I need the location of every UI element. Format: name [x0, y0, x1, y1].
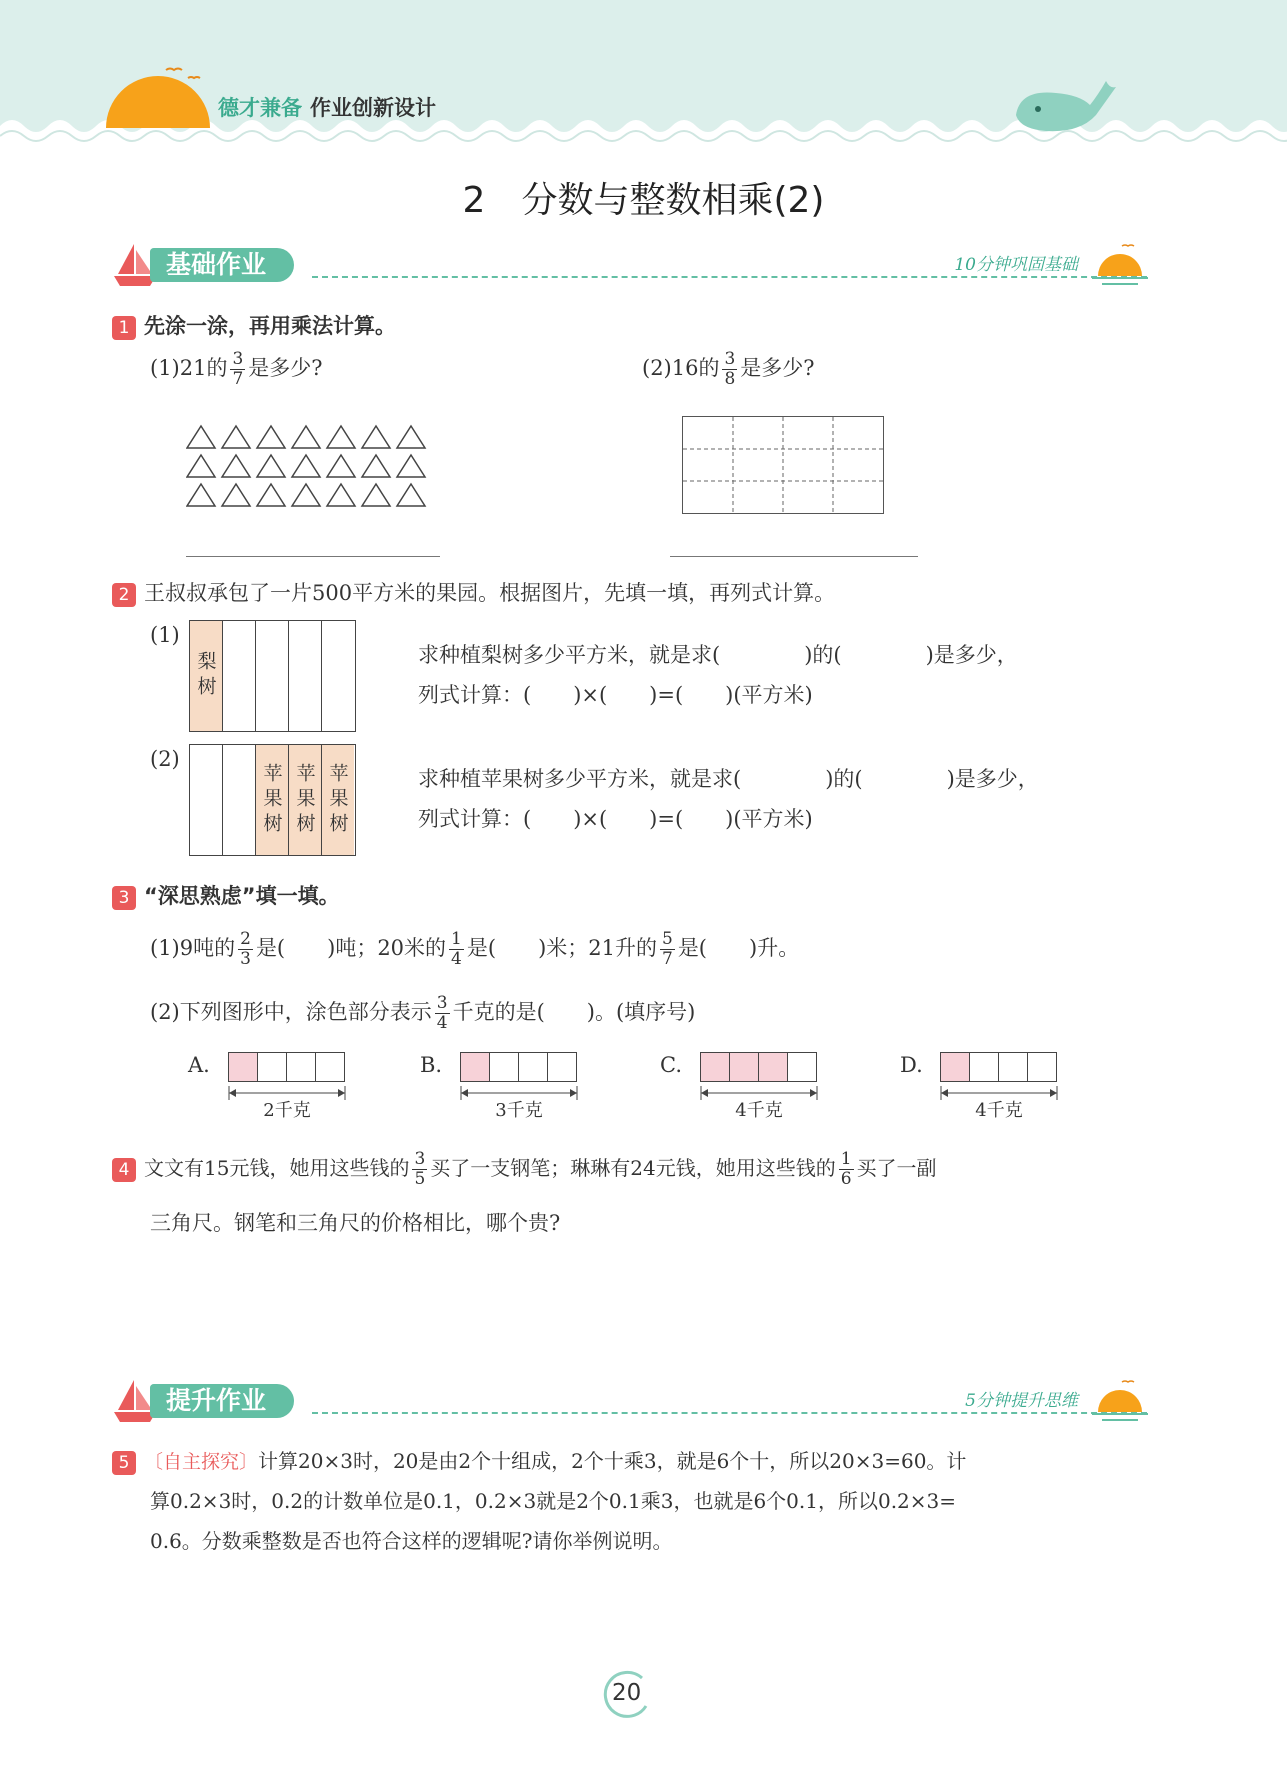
triangle-shape[interactable]: [397, 455, 425, 477]
triangle-shape[interactable]: [327, 455, 355, 477]
triangle-shape[interactable]: [187, 484, 215, 506]
section-divider: [312, 276, 1147, 278]
q3-l2-a: (2)下列图形中，涂色部分表示: [150, 1000, 432, 1024]
page-title: 2 分数与整数相乘(2): [462, 180, 825, 221]
option-letter: A.: [188, 1053, 210, 1077]
q3-l2-b: 千克的是( )。(填序号): [452, 1000, 696, 1024]
q1b-fraction: [722, 350, 737, 389]
q4-frac2-num: 1: [840, 1149, 852, 1169]
triangle-shape[interactable]: [222, 455, 250, 477]
triangle-shape[interactable]: [362, 484, 390, 506]
bar-cell: [287, 1053, 316, 1081]
q3-prompt: [112, 880, 340, 910]
q3-frac1-num: 2: [240, 929, 251, 949]
section-label: 基础作业: [150, 248, 294, 282]
q2-p2-line2: 列式计算：( )×( )=( )(平方米): [418, 807, 813, 831]
section-hint: 10分钟巩固基础: [954, 255, 1078, 275]
triangle-grid[interactable]: [186, 424, 432, 508]
triangle-shape[interactable]: [187, 426, 215, 448]
q3-frac2-num: 1: [451, 929, 462, 949]
q3-frac4: [435, 994, 450, 1033]
triangle-shape[interactable]: [292, 455, 320, 477]
q3-frac2-den: 4: [451, 949, 462, 969]
bar-cell-shaded: [229, 1053, 258, 1081]
q3-line2: [150, 994, 695, 1033]
q1b-post: 是多少?: [740, 356, 815, 380]
q4-frac1-num: 3: [414, 1149, 426, 1169]
q2-prompt: [112, 578, 835, 608]
q1-part1: [150, 350, 323, 389]
q5-number: 5: [112, 1451, 136, 1475]
q4-l1-a: 文文有15元钱，她用这些钱的: [144, 1156, 410, 1180]
apple-tree-cell: 苹果树: [289, 745, 322, 855]
q3-frac1-den: 3: [240, 949, 251, 969]
triangle-shape[interactable]: [327, 426, 355, 448]
option-letter: B.: [420, 1053, 443, 1077]
section-advanced: [112, 1376, 1148, 1424]
q5-tag: 〔自主探究〕: [144, 1451, 259, 1473]
q1a-num: 3: [232, 349, 244, 369]
triangle-shape[interactable]: [257, 484, 285, 506]
q1b-num: 3: [724, 349, 736, 369]
bar-cell: [490, 1053, 519, 1081]
sun-small-icon: [1092, 240, 1148, 288]
q3-l1-b: 是( )吨；20米的: [255, 936, 447, 960]
q1b-pre: (2)16的: [642, 356, 720, 380]
bar-cell: [519, 1053, 548, 1081]
strip-cell: [289, 621, 322, 731]
option-bar: [228, 1052, 345, 1082]
q2-p1-label: (1): [150, 623, 180, 647]
q1b-den: 8: [724, 369, 736, 389]
triangle-shape[interactable]: [397, 426, 425, 448]
q2-p1-line2: 列式计算：( )×( )=( )(平方米): [418, 683, 813, 707]
option-letter: D.: [900, 1053, 923, 1077]
q3-l1-d: 是( )升。: [677, 936, 800, 960]
q4-frac1-den: 5: [414, 1169, 426, 1189]
q3-frac2: [449, 930, 464, 969]
q2-p1-line1: 求种植梨树多少平方米，就是求( )的( )是多少，: [418, 643, 1018, 667]
q1a-answer-line[interactable]: [186, 556, 440, 557]
triangle-shape[interactable]: [292, 426, 320, 448]
apple-tree-cell: 苹果树: [256, 745, 289, 855]
option-measure: 2千克: [263, 1100, 311, 1121]
rectangle-grid-lines: [683, 417, 883, 513]
strip-cell: [223, 745, 256, 855]
rectangle-grid[interactable]: [682, 416, 884, 514]
triangle-shape[interactable]: [257, 455, 285, 477]
q2-p2-line1: 求种植苹果树多少平方米，就是求( )的( )是多少，: [418, 767, 1039, 791]
triangle-shape[interactable]: [292, 484, 320, 506]
option-bar: [940, 1052, 1057, 1082]
triangle-shape[interactable]: [397, 484, 425, 506]
triangle-shape[interactable]: [362, 455, 390, 477]
q1a-post: 是多少?: [248, 356, 323, 380]
q3-frac4-num: 3: [436, 993, 448, 1013]
q1a-den: 7: [232, 369, 244, 389]
bar-cell: [548, 1053, 576, 1081]
q4-frac2-den: 6: [840, 1169, 852, 1189]
q3-frac3-den: 7: [661, 949, 673, 969]
q1-part2: [642, 350, 815, 389]
q5-line3: 0.6。分数乘整数是否也符合这样的逻辑呢?请你举例说明。: [150, 1529, 673, 1553]
q4-line1: [112, 1150, 937, 1189]
triangle-shape[interactable]: [327, 484, 355, 506]
q4-frac2: [839, 1150, 854, 1189]
brand: [218, 92, 436, 122]
q2-strip-2: [189, 744, 356, 856]
q5-l1: 计算20×3时，20是由2个十组成，2个十乘3，就是6个十，所以20×3=60。计: [258, 1449, 967, 1473]
pear-tree-cell: 梨树: [190, 621, 223, 731]
q1a-fraction: [230, 350, 245, 389]
strip-cell: [256, 621, 289, 731]
bar-cell-shaded: [461, 1053, 490, 1081]
q1a-pre: (1)21的: [150, 356, 228, 380]
section-hint: 5分钟提升思维: [965, 1391, 1078, 1411]
q4-line2: 三角尺。钢笔和三角尺的价格相比，哪个贵?: [150, 1211, 561, 1235]
bar-cell: [258, 1053, 287, 1081]
page-number: 20: [612, 1680, 642, 1706]
option-measure: 3千克: [495, 1100, 543, 1121]
q5-line1: [112, 1446, 966, 1477]
q3-frac3: [660, 930, 675, 969]
triangle-shape[interactable]: [362, 426, 390, 448]
bar-cell: [316, 1053, 344, 1081]
bar-cell: [970, 1053, 999, 1081]
option-measure: 4千克: [975, 1100, 1023, 1121]
triangle-shape[interactable]: [222, 426, 250, 448]
q3-frac1: [238, 930, 253, 969]
q4-frac1: [412, 1150, 427, 1189]
triangle-shape[interactable]: [222, 484, 250, 506]
q1-prompt: [112, 310, 396, 340]
bar-cell: [999, 1053, 1028, 1081]
q4-l1-c: 买了一副: [856, 1156, 937, 1180]
sun-small-icon: [1092, 1376, 1148, 1424]
option-bar: [700, 1052, 817, 1082]
brand-dark: 作业创新设计: [310, 96, 436, 120]
bar-cell-shaded: [759, 1053, 788, 1081]
q4-l1-b: 买了一支钢笔；琳琳有24元钱，她用这些钱的: [430, 1156, 836, 1180]
triangle-shape[interactable]: [257, 426, 285, 448]
q3-l1-a: (1)9吨的: [150, 936, 236, 960]
q4-number: 4: [112, 1158, 136, 1182]
q3-l1-c: 是( )米；21升的: [466, 936, 657, 960]
q2-number: 2: [112, 583, 136, 607]
q2-strip-1: [189, 620, 356, 732]
section-label: 提升作业: [150, 1384, 294, 1418]
section-basic: [112, 240, 1148, 288]
bar-cell-shaded: [701, 1053, 730, 1081]
q2-text: 王叔叔承包了一片500平方米的果园。根据图片，先填一填，再列式计算。: [144, 581, 836, 605]
q3-number: 3: [112, 886, 136, 910]
bar-cell-shaded: [941, 1053, 970, 1081]
option-measure: 4千克: [735, 1100, 783, 1121]
q3-text: “深思熟虑”填一填。: [144, 884, 340, 908]
option-bar: [460, 1052, 577, 1082]
strip-cell: [223, 621, 256, 731]
section-divider: [312, 1412, 1147, 1414]
strip-cell: [190, 745, 223, 855]
brand-green: 德才兼备: [218, 96, 302, 120]
option-letter: C.: [660, 1053, 682, 1077]
q1b-answer-line[interactable]: [670, 556, 918, 557]
bar-cell: [1028, 1053, 1056, 1081]
q2-p2-label: (2): [150, 747, 180, 771]
bar-cell: [788, 1053, 816, 1081]
q3-frac4-den: 4: [436, 1013, 448, 1033]
bar-cell-shaded: [730, 1053, 759, 1081]
q5-line2: 算0.2×3时，0.2的计数单位是0.1，0.2×3就是2个0.1乘3，也就是6个0.1，所以0.2×3=: [150, 1489, 957, 1513]
strip-cell: [322, 621, 354, 731]
sun-icon: [104, 66, 214, 136]
q3-line1: [150, 930, 799, 969]
q1-number: 1: [112, 316, 136, 340]
q3-frac3-num: 5: [661, 929, 673, 949]
triangle-shape[interactable]: [187, 455, 215, 477]
whale-icon: [1010, 75, 1120, 135]
apple-tree-cell: 苹果树: [322, 745, 354, 855]
q1-text: 先涂一涂，再用乘法计算。: [144, 314, 396, 338]
